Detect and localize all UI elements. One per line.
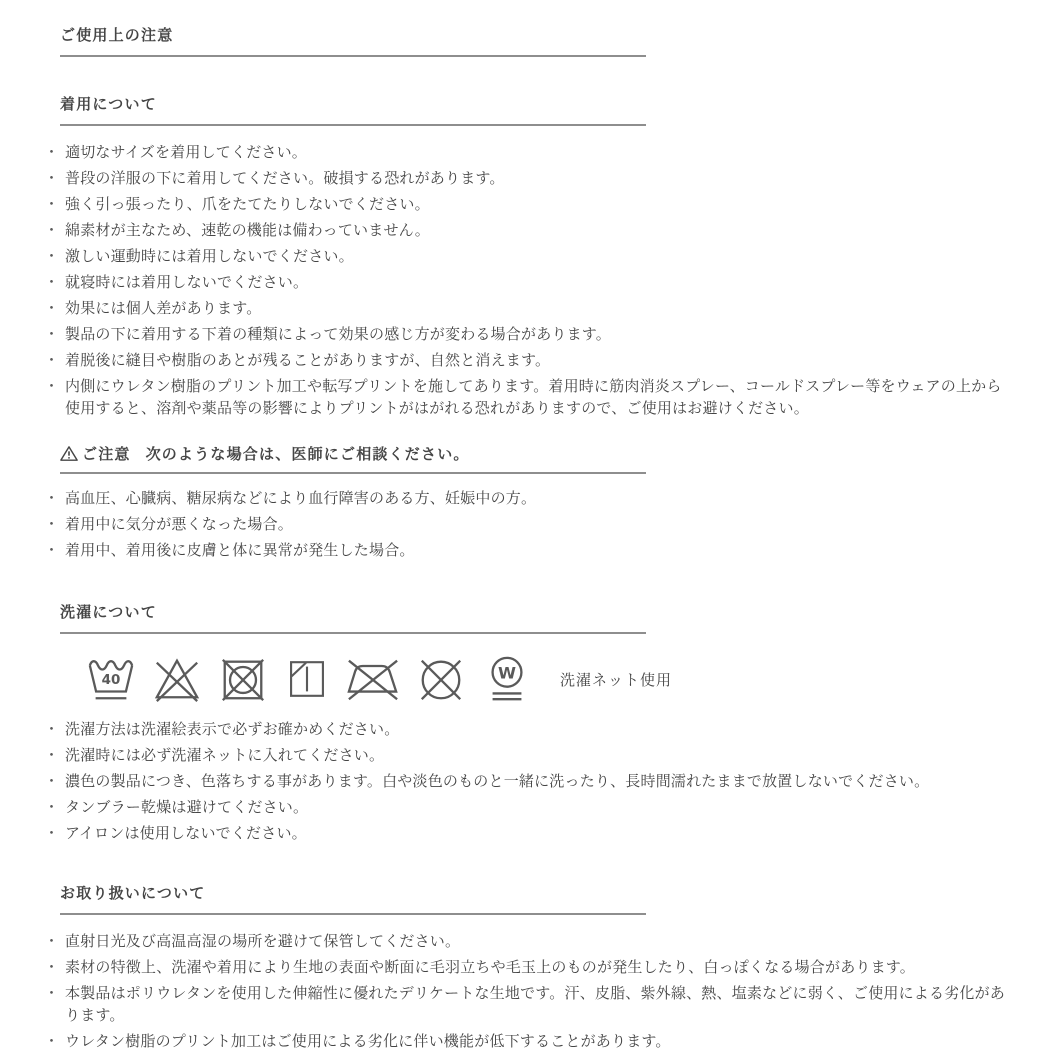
bullet-icon: ・: [44, 720, 60, 738]
bullet-icon: ・: [44, 958, 60, 976]
section-caution: [0, 443, 1050, 561]
list-item: [44, 822, 1050, 844]
do-not-bleach-icon: [152, 654, 202, 704]
list-item-text: 激しい運動時には着用しないでください。: [65, 247, 354, 265]
warning-icon: [60, 445, 78, 462]
list-item-text: 適切なサイズを着用してください。: [65, 143, 308, 161]
list-item: [44, 982, 1050, 1026]
caution-list: [0, 487, 1050, 561]
caution-title: 次のような場合は、医師にご相談ください。: [145, 445, 470, 463]
do-not-iron-icon: [346, 654, 400, 704]
bullet-icon: ・: [44, 746, 60, 764]
list-item-text: 洗濯方法は洗濯絵表示で必ずお確かめください。: [65, 720, 400, 738]
list-item-text: 就寝時には着用しないでください。: [65, 273, 309, 291]
bullet-icon: ・: [44, 377, 60, 395]
bullet-icon: ・: [44, 195, 60, 213]
list-item: [44, 141, 1050, 163]
list-item: [44, 718, 1050, 740]
list-item: [44, 297, 1050, 319]
list-item-text: 濃色の製品につき、色落ちする事があります。白や淡色のものと一緒に洗ったり、長時間濡れたままで放置しないでください。: [65, 772, 930, 790]
bullet-icon: ・: [44, 143, 60, 161]
section-wear-title: 着用について: [60, 93, 646, 126]
list-item: [44, 1030, 1050, 1050]
list-item-text: 効果には個人差があります。: [65, 299, 262, 317]
bullet-icon: ・: [44, 489, 60, 507]
list-item-text: 着脱後に縫目や樹脂のあとが残ることがありますが、自然と消えます。: [65, 351, 551, 369]
bullet-icon: ・: [44, 273, 60, 291]
do-not-dry-clean-icon: [416, 654, 466, 704]
page-title: ご使用上の注意: [60, 24, 646, 57]
bullet-icon: ・: [44, 299, 60, 317]
list-item: [44, 513, 1050, 535]
list-item-text: 製品の下に着用する下着の種類によって効果の感じ方が変わる場合があります。: [65, 325, 612, 343]
list-item: [44, 167, 1050, 189]
section-caution-header: [60, 443, 646, 474]
do-not-tumble-dry-icon: [218, 654, 268, 704]
bullet-icon: ・: [44, 351, 60, 369]
list-item: [44, 796, 1050, 818]
list-item-text: 綿素材が主なため、速乾の機能は備わっていません。: [65, 221, 430, 239]
section-wash: [0, 601, 1050, 844]
list-item-text: 強く引っ張ったり、爪をたてたりしないでください。: [65, 195, 430, 213]
list-item: [44, 539, 1050, 561]
bullet-icon: ・: [44, 541, 60, 559]
section-handling: [0, 882, 1050, 1050]
bullet-icon: ・: [44, 325, 60, 343]
list-item: [44, 349, 1050, 371]
bullet-icon: ・: [44, 772, 60, 790]
section-wear: [0, 93, 1050, 419]
wash-list: [0, 718, 1050, 844]
list-item-text: 普段の洋服の下に着用してください。破損する恐れがあります。: [65, 169, 505, 187]
bullet-icon: ・: [44, 169, 60, 187]
list-item: [44, 744, 1050, 766]
list-item-text: 直射日光及び高温高湿の場所を避けて保管してください。: [65, 932, 461, 950]
bullet-icon: ・: [44, 932, 60, 950]
hang-dry-in-shade-icon: [284, 654, 330, 704]
list-item-text: タンブラー乾燥は避けてください。: [65, 798, 309, 816]
list-item-text: 着用中、着用後に皮膚と体に異常が発生した場合。: [65, 541, 415, 559]
svg-text:W: W: [497, 663, 517, 683]
list-item-text: 本製品はポリウレタンを使用した伸縮性に優れたデリケートな生地です。汗、皮脂、紫外線、熱、塩素などに弱く、ご使用による劣化があります。: [65, 984, 1006, 1024]
caution-label: ご注意: [82, 445, 131, 463]
list-item: [44, 487, 1050, 509]
list-item: [44, 930, 1050, 952]
list-item: [44, 323, 1050, 345]
professional-wet-clean-very-gentle-icon: [482, 652, 532, 706]
list-item: [44, 193, 1050, 215]
bullet-icon: ・: [44, 984, 60, 1002]
section-handling-title: お取り扱いについて: [60, 882, 646, 915]
list-item-text: 高血圧、心臓病、糖尿病などにより血行障害のある方、妊娠中の方。: [65, 489, 537, 507]
bullet-icon: ・: [44, 1032, 60, 1050]
bullet-icon: ・: [44, 515, 60, 533]
svg-text:40: 40: [101, 672, 121, 688]
bullet-icon: ・: [44, 221, 60, 239]
list-item-text: アイロンは使用しないでください。: [65, 824, 307, 842]
list-item-text: 洗濯時には必ず洗濯ネットに入れてください。: [65, 746, 385, 764]
bullet-icon: ・: [44, 798, 60, 816]
care-symbols-row: [86, 652, 1050, 706]
list-item: [44, 245, 1050, 267]
list-item-text: 内側にウレタン樹脂のプリント加工や転写プリントを施してあります。着用時に筋肉消炎スプレー、コールドスプレー等をウェアの上から使用すると、溶剤や薬品等の影響によりプリントがはがれる恐れがありますので、ご使用はお避けください。: [65, 377, 1002, 417]
bullet-icon: ・: [44, 824, 60, 842]
list-item: [44, 375, 1050, 419]
list-item-text: 素材の特徴上、洗濯や着用により生地の表面や断面に毛羽立ちや毛玉上のものが発生したり、白っぽくなる場合があります。: [65, 958, 916, 976]
list-item: [44, 271, 1050, 293]
list-item-text: ウレタン樹脂のプリント加工はご使用による劣化に伴い機能が低下することがあります。: [65, 1032, 671, 1050]
list-item: [44, 770, 1050, 792]
machine-wash-40-gentle-icon: [86, 654, 136, 704]
wear-list: [0, 141, 1050, 419]
list-item: [44, 219, 1050, 241]
bullet-icon: ・: [44, 247, 60, 265]
section-wash-title: 洗濯について: [60, 601, 646, 634]
handling-list: [0, 930, 1050, 1050]
laundry-net-note: 洗濯ネット使用: [560, 670, 673, 689]
list-item: [44, 956, 1050, 978]
list-item-text: 着用中に気分が悪くなった場合。: [65, 515, 294, 533]
